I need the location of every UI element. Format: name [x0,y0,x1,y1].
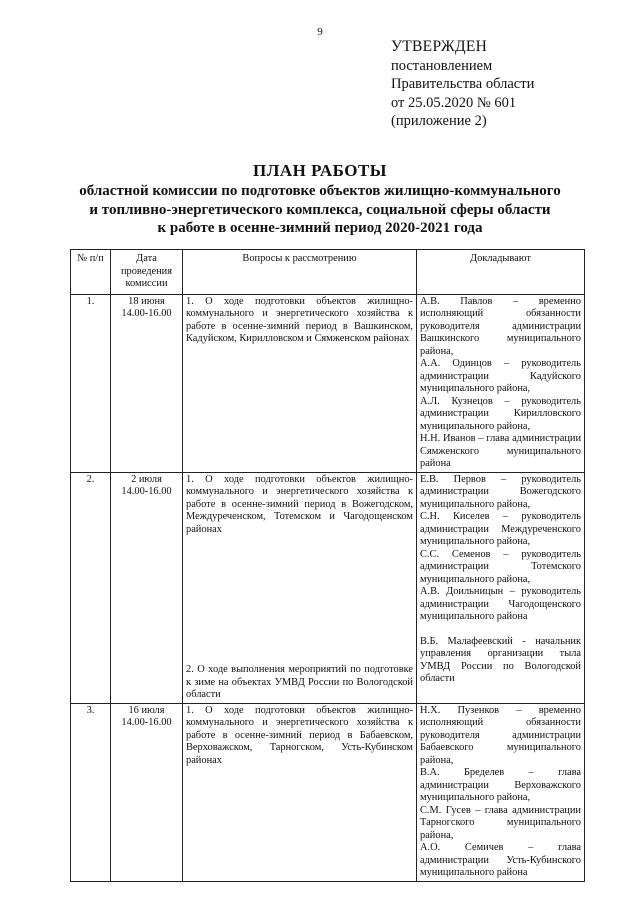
row-speakers [417,472,585,703]
question-item: 1. О ходе подготовки объектов жилищно-коммунального и энергетического хозяйства к работе в осенне-зимний период в Вашкинском, Кадуйском, Кирилловском и Сямженском районах [186,295,413,344]
row-speakers [417,294,585,472]
document-title [0,160,640,238]
row-date [111,703,183,881]
header-num: № п/п [71,250,111,295]
speaker-item: Е.В. Первов – руководитель администрации Вожегодского муниципального района, [420,473,581,510]
table-row [71,703,585,881]
row-questions [183,703,417,881]
work-plan-table [70,249,585,882]
speaker-item: А.В. Павлов – временно исполняющий обязанности руководителя администрации Вашкинского муниципального района, [420,295,581,357]
speaker-item: А.А. Одинцов – руководитель администрации Кадуйского муниципального района, [420,358,581,394]
table-header-row [71,250,585,295]
approval-line: (приложение 2) [391,113,487,129]
row-questions [183,472,417,703]
approval-stamp [391,38,534,131]
time-text: 14.00-16.00 [121,717,172,728]
row-date [111,294,183,472]
title-sub-line: и топливно-энергетического комплекса, социальной сферы области [89,201,551,218]
date-text: 2 июля [131,473,162,485]
title-sub-line: областной комиссии по подготовке объектов жилищно-коммунального [79,183,561,199]
approval-line: Правительства области [391,76,535,92]
speaker-item: С.Н. Киселев – руководитель администрации Междуреченского муниципального района, [420,511,581,547]
approval-heading: УТВЕРЖДЕН [391,38,488,55]
speaker-item: А.Л. Кузнецов – руководитель администрации Кирилловского муниципального района, [420,395,581,432]
row-num: 1. [71,294,111,472]
question-item: 1. О ходе подготовки объектов жилищно-коммунального и энергетического хозяйства к работе в осенне-зимний период в Вожегодском, Междуреченском, Тотемском и Чагодощенском районах [186,473,413,535]
approval-line: от 25.05.2020 № 601 [391,94,517,111]
row-questions [183,294,417,472]
speaker-item: С.М. Гусев – глава администрации Тарногского муниципального района, [420,804,581,841]
time-text: 14.00-16.00 [121,486,172,497]
speaker-item: С.С. Семенов – руководитель администрации Тотемского муниципального района, [420,548,581,585]
row-date [111,472,183,703]
question-item: 1. О ходе подготовки объектов жилищно-коммунального и энергетического хозяйства к работе в осенне-зимний период в Бабаевском, Верховажском, Тарногском, Усть-Кубинском районах [186,704,413,766]
row-num: 2. [71,472,111,703]
row-speakers [417,703,585,881]
speaker-item: А.В. Доильницын – руководитель администрации Чагодощенского муниципального района [420,586,581,622]
question-item: 2. О ходе выполнения мероприятий по подготовке к зиме на объектах УМВД России по Вологодской области [186,664,413,700]
approval-line: постановлением [391,57,493,74]
date-text: 18 июня [128,295,165,307]
page-number: 9 [317,26,323,38]
header-questions: Вопросы к рассмотрению [183,250,417,295]
title-main: ПЛАН РАБОТЫ [252,161,387,180]
speaker-item: Н.Н. Иванов – глава администрации Сямженского муниципального района [420,433,581,469]
table-row [71,294,585,472]
speaker-item: В.Б. Малафеевский - начальник управления организации тыла УМВД России по Вологодской области [420,635,581,684]
time-text: 14.00-16.00 [121,308,172,319]
header-speakers: Докладывают [417,250,585,295]
header-date: Дата проведения комиссии [111,250,183,295]
table-row [71,472,585,703]
speaker-item: А.О. Семичев – глава администрации Усть-Кубинского муниципального района [420,842,581,878]
speaker-item: Н.Х. Пузенков – временно исполняющий обязанности руководителя администрации Бабаевского муниципального района, [420,704,581,766]
title-sub-line: к работе в осенне-зимний период 2020-2021 года [157,220,483,236]
row-num: 3. [71,703,111,881]
date-text: 16 июля [128,704,165,716]
speaker-item: В.А. Бределев – глава администрации Верховажского муниципального района, [420,767,581,803]
